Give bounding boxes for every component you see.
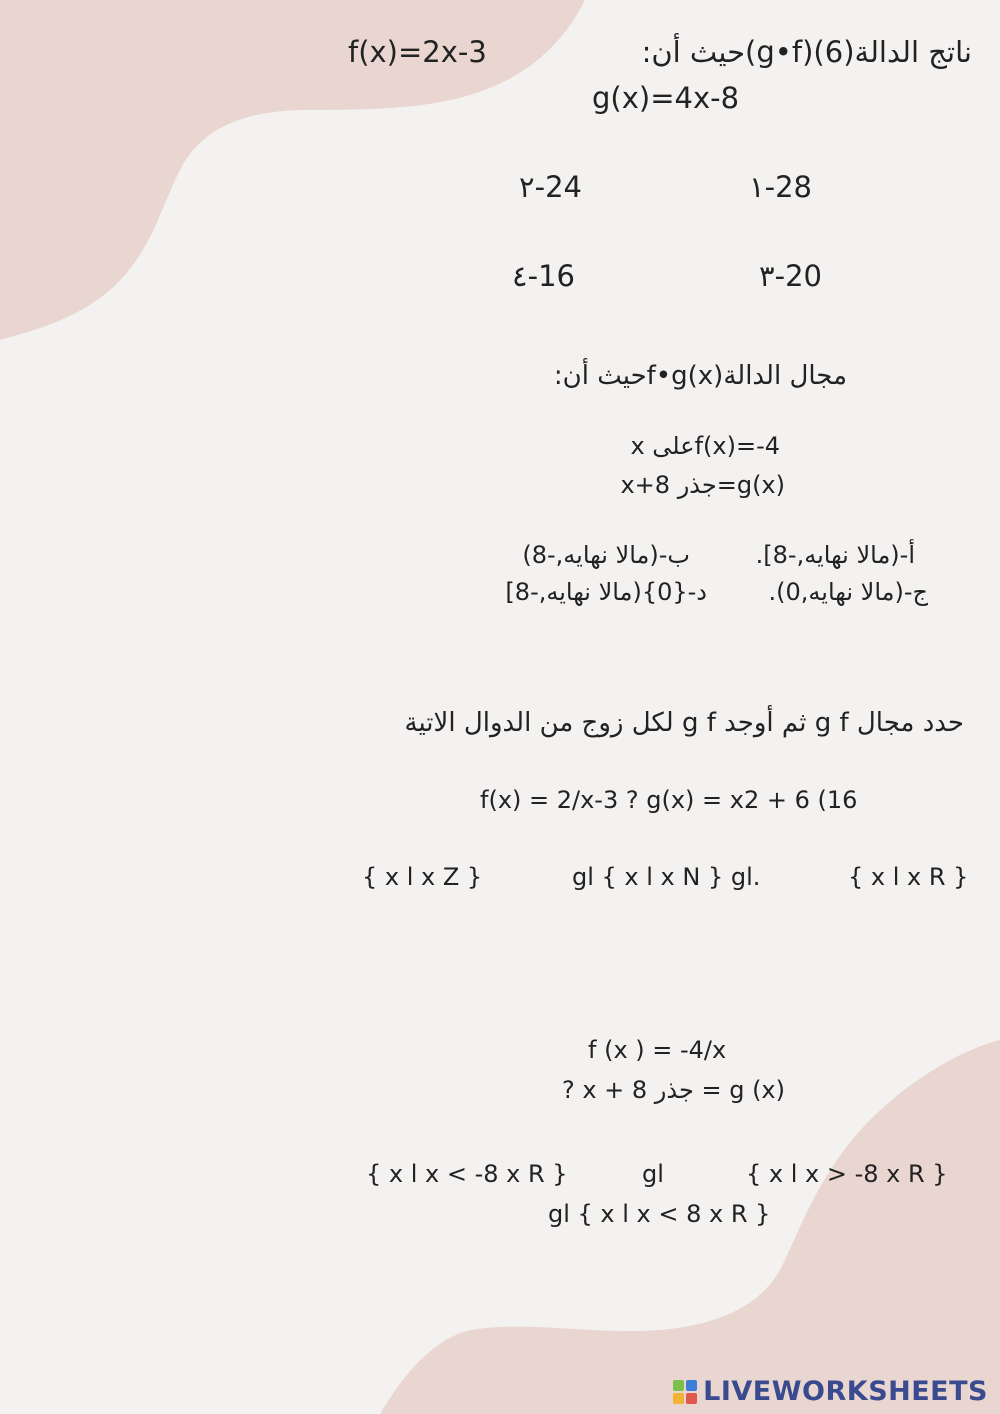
q1-title: ناتج الدالة(6)(g•f)حيث أن:: [641, 35, 972, 69]
q3-title: حدد مجال g f ثم أوجد g f لكل زوج من الدوال الاتية: [404, 708, 964, 738]
q3-option-real[interactable]: { x l x R }: [848, 863, 969, 891]
q4-g-definition: g (x) = جذر x + 8 ?: [561, 1076, 785, 1104]
q4-option-less-neg[interactable]: { x l x < -8 x R }: [366, 1160, 568, 1188]
q4-f-definition: f (x ) = -4/x: [588, 1036, 727, 1064]
q4-option-less-pos[interactable]: gl { x l x < 8 x R }: [548, 1200, 771, 1228]
q2-f-definition: f(x)=-4على x: [630, 432, 780, 460]
q1-option-3[interactable]: 20-٣: [759, 259, 822, 293]
q2-g-definition: g(x)=جذر x+8: [620, 471, 785, 499]
liveworksheets-mark-icon: [673, 1380, 697, 1404]
liveworksheets-wordmark: LIVEWORKSHEETS: [703, 1376, 988, 1407]
q1-option-1[interactable]: 28-١: [749, 170, 812, 204]
q2-option-a[interactable]: أ-(مالا نهايه,-8].: [755, 541, 915, 569]
liveworksheets-logo: [673, 1376, 988, 1407]
q1-option-4[interactable]: 16-٤: [512, 259, 575, 293]
q1-f-definition: f(x)=2x-3: [348, 35, 487, 69]
q2-option-d[interactable]: د-{0}(مالا نهايه,-8]: [505, 578, 707, 606]
q2-option-b[interactable]: ب-(مالا نهايه,-8): [522, 541, 690, 569]
top-left-blob: [0, 0, 585, 340]
q4-option-greater[interactable]: { x l x > -8 x R }: [746, 1160, 948, 1188]
q3-equation: f(x) = 2/x-3 ? g(x) = x2 + 6 (16: [480, 786, 858, 814]
q2-title: مجال الدالةf•g(x)حيث أن:: [553, 361, 847, 391]
q3-option-integer[interactable]: { x l x Z }: [362, 863, 483, 891]
q2-option-c[interactable]: ج-(مالا نهايه,0).: [768, 578, 928, 606]
q1-g-definition: g(x)=4x-8: [592, 81, 740, 115]
q4-separator: gl: [642, 1160, 664, 1188]
q3-option-natural[interactable]: gl { x l x N } gl.: [572, 863, 761, 891]
q1-option-2[interactable]: 24-٢: [519, 170, 582, 204]
